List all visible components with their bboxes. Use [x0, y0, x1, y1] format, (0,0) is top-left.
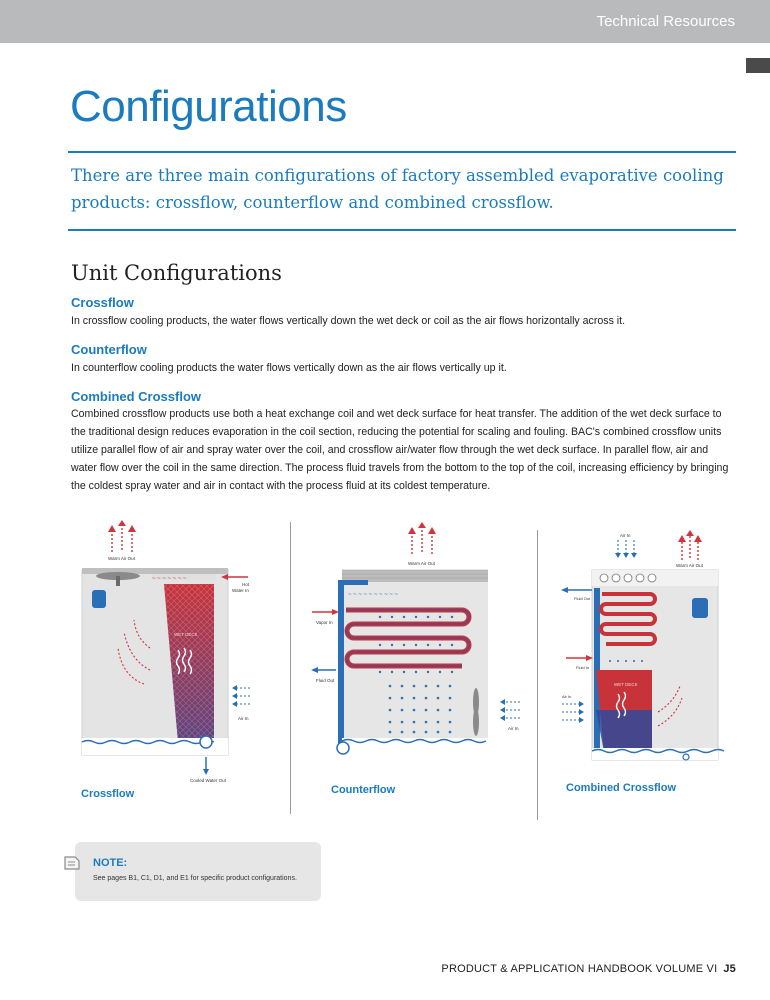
page-footer: [441, 963, 736, 975]
combined-crossflow-caption: Combined Crossflow: [566, 782, 677, 794]
page-title: Configurations: [70, 82, 347, 131]
crossflow-text: In crossflow cooling products, the water flows vertically down the wet deck or coil as the air flows horizontally across it.: [71, 315, 626, 327]
note-label: NOTE:: [93, 857, 128, 869]
note-box: [75, 842, 321, 901]
diagram-divider: [290, 522, 291, 814]
cc-warm-air-out-label: Warm Air Out: [676, 563, 703, 568]
cf-warm-air-out-label: Warm Air Out: [408, 561, 435, 566]
cf-air-in-label: Air In: [508, 726, 519, 731]
air-in-label: Air In: [238, 716, 249, 721]
counterflow-diagram: [310, 522, 520, 762]
header-bar: [0, 0, 770, 43]
note-text: See pages B1, C1, D1, and E1 for specific product configurations.: [93, 875, 297, 882]
counterflow-text: In counterflow cooling products the water flows vertically down as the air flows vertically up it.: [71, 362, 507, 374]
combined-crossflow-heading: Combined Crossflow: [71, 389, 202, 404]
crossflow-caption: Crossflow: [81, 788, 135, 800]
cc-fluid-in-label: Fluid In: [576, 665, 590, 670]
cc-air-in-label: Air In: [562, 694, 572, 699]
top-rule: [68, 151, 736, 153]
vapor-in-label: Vapor In: [316, 620, 333, 625]
bottom-rule: [68, 229, 736, 231]
cc-wet-deck-label: WET DECK: [614, 682, 638, 687]
cc-air-in-top-label: Air In: [620, 533, 631, 538]
cf-fluid-out-label: Fluid Out: [316, 678, 335, 683]
water-in-label: Water In: [232, 588, 249, 593]
unit-configurations-heading: Unit Configurations: [71, 261, 282, 285]
crossflow-heading: Crossflow: [71, 295, 134, 310]
intro-text: There are three main configurations of factory assembled evaporative cooling products: crossflow, counterflow and combined crossflow.: [71, 166, 724, 212]
section-tab-marker: [746, 58, 770, 73]
counterflow-heading: Counterflow: [71, 342, 147, 357]
hot-label: Hot: [242, 582, 250, 587]
section-label: Technical Resources: [596, 13, 735, 30]
warm-air-arrows: [112, 524, 132, 552]
note-icon: [63, 854, 81, 872]
combined-crossflow-text: Combined crossflow products use both a heat exchange coil and wet deck surface for heat transfer. The addition of the wet deck surface to the traditional design reduces evaporation in the coil section, reducing the potential for scaling and fouling. BAC's combined crossflow units utilize parallel flow of air and spray water over the coil, and crossflow air/water flow through the wet deck surface. In parallel flow, air and water flow over the coil in the same direction. The process fluid travels from the bottom to the top of the coil, increasing efficiency by bringing the coldest spray water and air in contact with the process fluid at its coldest temperature.: [71, 408, 729, 492]
svg-text:~ ~ ~ ~ ~ ~ ~: ~ ~ ~ ~ ~ ~ ~: [152, 576, 187, 582]
crossflow-diagram: [78, 520, 283, 785]
page-number: J5: [723, 963, 736, 975]
counterflow-caption: Counterflow: [331, 784, 396, 796]
wet-deck-label: WET DECK: [174, 632, 198, 637]
footer-title: PRODUCT & APPLICATION HANDBOOK VOLUME VI: [441, 963, 718, 975]
diagram-divider: [537, 530, 538, 820]
cooled-water-out-label: Cooled Water Out: [190, 778, 226, 783]
combined-crossflow-diagram: [558, 530, 728, 765]
cc-fluid-out-label: Fluid Out: [574, 596, 591, 601]
warm-air-out-label: Warm Air Out: [108, 556, 135, 561]
svg-text:~ ~ ~ ~ ~ ~ ~ ~ ~ ~: ~ ~ ~ ~ ~ ~ ~ ~ ~ ~: [348, 592, 399, 598]
